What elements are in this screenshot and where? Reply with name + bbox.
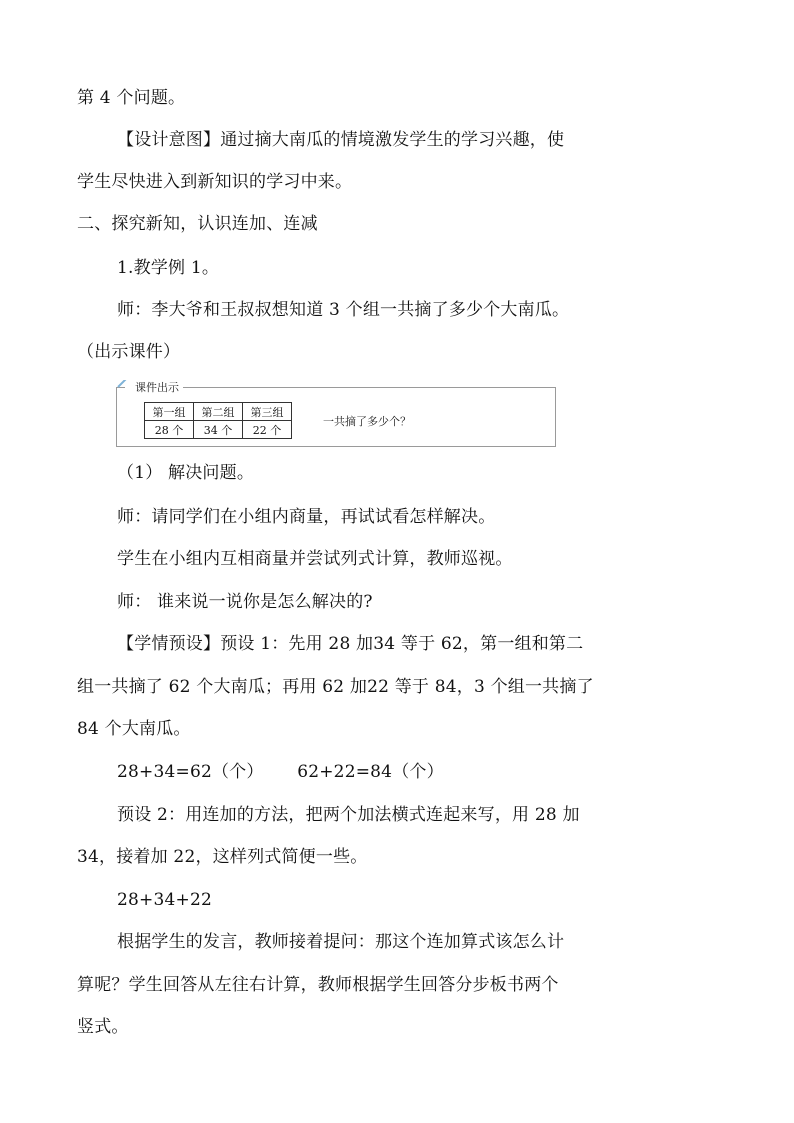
equation-line: 28+34=62（个） 62+22=84（个） [117, 762, 444, 782]
table-cell: 34 个 [194, 421, 243, 439]
paragraph-line: 师： 谁来说一说你是怎么解决的? [117, 592, 373, 612]
table-row [145, 421, 292, 439]
paragraph-line: （出示课件） [77, 342, 181, 362]
paragraph-line: 84 个大南瓜。 [77, 719, 191, 739]
paragraph-line: 第 4 个问题。 [77, 88, 186, 108]
paragraph-line: 竖式。 [77, 1017, 129, 1037]
courseware-figure [116, 381, 556, 447]
paragraph-line: 组一共摘了 62 个大南瓜；再用 62 加22 等于 84，3 个组一共摘了 [77, 677, 594, 697]
table-header-cell: 第一组 [145, 403, 194, 421]
table-header-cell: 第三组 [243, 403, 292, 421]
equation-line: 28+34+22 [117, 890, 212, 910]
paragraph-line: 学生在小组内互相商量并尝试列式计算，教师巡视。 [117, 549, 513, 569]
paragraph-line: （1） 解决问题。 [117, 463, 255, 483]
table-cell: 22 个 [243, 421, 292, 439]
group-table [144, 402, 292, 439]
paragraph-line: 【设计意图】通过摘大南瓜的情境激发学生的学习兴趣，使 [117, 130, 565, 150]
section-heading: 二、探究新知，认识连加、连减 [77, 214, 318, 234]
paragraph-line: 34，接着加 22，这样列式简便一些。 [77, 847, 368, 867]
paragraph-line: 【学情预设】预设 1：先用 28 加34 等于 62，第一组和第二 [117, 634, 584, 654]
courseware-tag: 课件出示 [125, 382, 183, 394]
paragraph-line: 预设 2：用连加的方法，把两个加法横式连起来写，用 28 加 [117, 805, 580, 825]
paragraph-line: 算呢？学生回答从左往右计算，教师根据学生回答分步板书两个 [77, 975, 559, 995]
paragraph-line: 学生尽快进入到新知识的学习中来。 [77, 172, 353, 192]
courseware-question: 一共摘了多少个？ [323, 415, 411, 428]
paragraph-line: 师：李大爷和王叔叔想知道 3 个组一共摘了多少个大南瓜。 [117, 300, 570, 320]
table-header-cell: 第二组 [194, 403, 243, 421]
paragraph-line: 根据学生的发言，教师接着提问：那这个连加算式该怎么计 [117, 932, 565, 952]
table-cell: 28 个 [145, 421, 194, 439]
paragraph-line: 师：请同学们在小组内商量，再试试看怎样解决。 [117, 507, 496, 527]
table-row [145, 403, 292, 421]
paragraph-line: 1.教学例 1。 [117, 258, 220, 278]
